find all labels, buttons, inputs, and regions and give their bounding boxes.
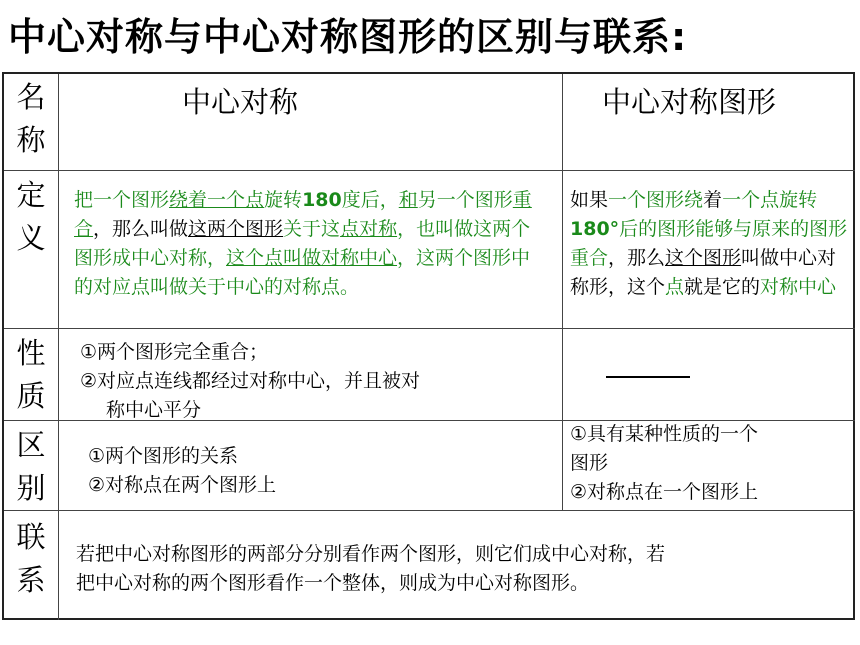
row-divider-2 — [4, 328, 855, 329]
def-left-seg: ，那么叫做 — [93, 218, 189, 240]
difference-right-line-2: 图形 — [570, 452, 609, 474]
header-center-symmetry: 中心对称 — [182, 85, 299, 119]
property-center-symmetry — [80, 338, 550, 425]
difference-left-line-2: ②对称点在两个图形上 — [88, 474, 277, 496]
def-left-seg: 180 — [302, 189, 342, 211]
def-left-seg: ，这两个图形中的对应点叫做关于中心的对称点。 — [74, 247, 531, 298]
definition-center-symmetric-figure — [570, 186, 850, 302]
row-name-relation: 联系 — [16, 520, 46, 597]
def-right-seg: 一个图形 — [608, 189, 685, 211]
comparison-table — [2, 72, 855, 620]
def-left-seg: 和 — [398, 189, 418, 211]
difference-left-line-1: ①两个图形的关系 — [88, 445, 239, 467]
def-right-seg: 旋转 — [779, 189, 818, 211]
def-right-seg: 180° — [570, 218, 620, 240]
property-center-symmetric-figure-dash — [606, 376, 690, 378]
row-name-difference: 区别 — [16, 428, 46, 505]
page-title: 中心对称与中心对称图形的区别与联系: — [8, 15, 688, 59]
def-left-seg: 绕着 — [169, 189, 208, 211]
def-right-seg: 如果 — [570, 189, 609, 211]
row-name-definition: 定义 — [16, 178, 46, 255]
row-name-property: 性质 — [16, 336, 46, 413]
property-line-1: ①两个图形完全重合； — [80, 341, 269, 363]
difference-center-symmetry — [88, 442, 548, 500]
relation-line-1: 若把中心对称图形的两部分分别看作两个图形，则它们成中心对称，若 — [76, 543, 666, 565]
def-right-seg: 绕 — [684, 189, 704, 211]
difference-right-line-1: ①具有某种性质的一个 — [570, 423, 759, 445]
def-left-seg: 一个图形 — [436, 189, 513, 211]
def-right-seg: 对称中心 — [760, 276, 837, 298]
row-divider-1 — [4, 170, 855, 171]
def-right-seg: 就是它的 — [684, 276, 761, 298]
def-left-seg: 这两个图形 — [188, 218, 284, 240]
def-left-seg: 另 — [417, 189, 437, 211]
def-right-seg: 后的图形能够与原来的图形重合 — [570, 218, 848, 269]
def-right-seg: 一个点 — [722, 189, 780, 211]
def-left-seg: 一个点 — [207, 189, 265, 211]
def-right-seg: ，那么 — [608, 247, 666, 269]
property-line-3: 称中心平分 — [106, 399, 202, 421]
row-name-header: 名称 — [16, 80, 46, 157]
def-left-seg: 旋转 — [264, 189, 303, 211]
def-left-seg: 这个点叫做对称中心 — [226, 247, 398, 269]
col-divider-1 — [58, 74, 59, 620]
col-divider-2b — [562, 420, 563, 510]
def-right-seg: 叫做中心对称形，这个 — [570, 247, 837, 298]
relation-line-2: 把中心对称的两个图形看作一个整体，则成为中心对称图形。 — [76, 572, 590, 594]
def-right-seg: 着 — [703, 189, 723, 211]
def-left-seg: 关于这 — [283, 218, 341, 240]
row-divider-4 — [4, 510, 855, 511]
def-right-seg: 点 — [665, 276, 685, 298]
def-left-seg: ，也叫做这两个图形成中心对称， — [74, 218, 531, 269]
def-left-seg: 重合 — [74, 189, 532, 240]
property-line-2: ②对应点连线都经过对称中心，并且被对 — [80, 370, 421, 392]
col-divider-2 — [562, 74, 563, 420]
def-left-seg: 把一个图形 — [74, 189, 170, 211]
def-left-seg: 度后， — [341, 189, 399, 211]
def-right-seg: 这个图形 — [665, 247, 742, 269]
difference-right-line-3: ②对称点在一个图形上 — [570, 481, 759, 503]
relation-text — [76, 540, 846, 598]
header-center-symmetric-figure: 中心对称图形 — [602, 85, 777, 119]
def-left-seg: 点对称 — [340, 218, 398, 240]
definition-center-symmetry — [74, 186, 539, 302]
difference-center-symmetric-figure — [570, 420, 850, 507]
